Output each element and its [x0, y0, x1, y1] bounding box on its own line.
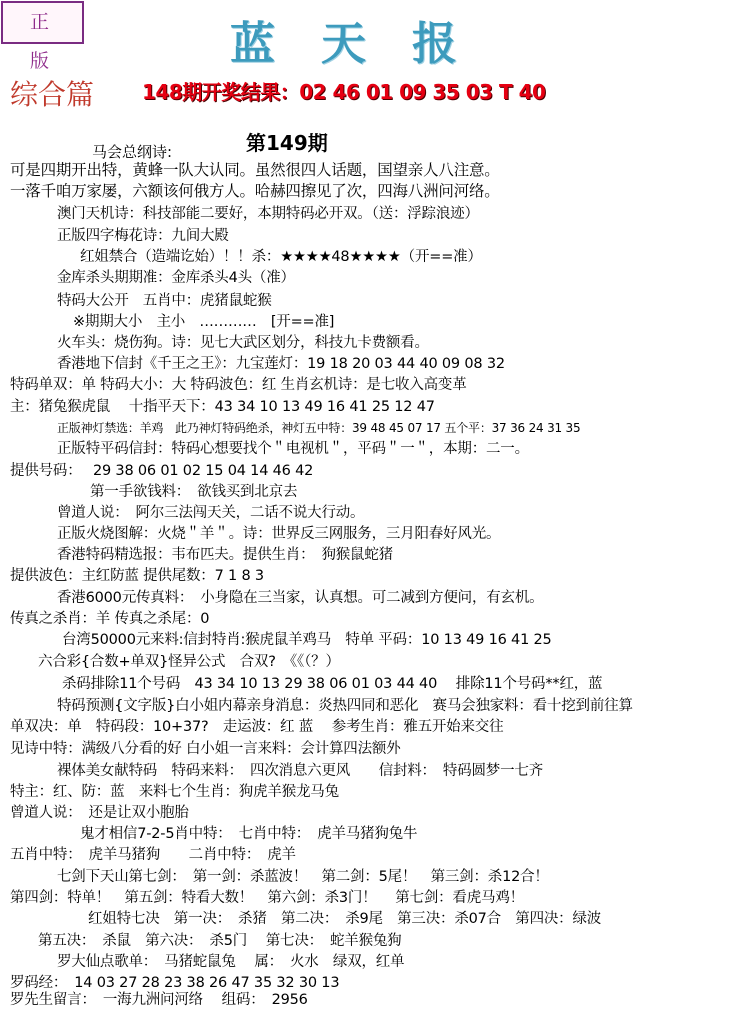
- kill-numbers: 杀码排除11个号码 43 34 10 13 29 38 06 01 03 44 40 排除11个号码**红，蓝: [62, 676, 603, 692]
- treasury-kill: 金库杀头期期准：金库杀头4头（准）: [57, 270, 295, 286]
- poem-line-2: 一落千咱万家屡，六额该何俄方人。哈赫四擦见了次，四海八洲问河络。: [10, 182, 500, 200]
- draw-result-banner: 148期开奖结果：02 46 01 09 35 03 T 40: [142, 80, 546, 104]
- taoist-saying: 曾道人说： 阿尔三法闯天关，二话不说大行动。: [57, 505, 365, 521]
- motto-label: 马会总纲诗:: [92, 143, 173, 161]
- hk-fax: 香港6000元传真料： 小身隐在三当家，认真想。可二减到方便问，有玄机。: [57, 590, 544, 606]
- hk-envelope: 香港地下信封《千王之王》：九宝莲灯：19 18 20 03 44 40 09 08 32: [57, 356, 505, 372]
- fax-kill: 传真之杀肖：羊 传真之杀尾：0: [10, 611, 210, 627]
- song-list: 罗大仙点歌单： 马猪蛇鼠兔 属： 火水 绿双，红单: [57, 954, 405, 970]
- luo-code: 罗码经： 14 03 27 28 23 38 26 47 35 32 30 13: [10, 975, 340, 991]
- special-code-attributes: 特码单双：单 特码大小：大 特码波色：红 生肖玄机诗：是七收入高变革: [10, 377, 467, 393]
- wave-color-tail: 提供波色：主红防蓝 提供尾数：7 1 8 3: [10, 568, 264, 584]
- red-sister-seven-2: 第五决： 杀鼠 第六决： 杀5门 第七决： 蛇羊猴兔狗: [38, 933, 402, 949]
- seven-swords-2: 第四剑：特单！ 第五剑：特看大数！ 第六剑：杀3门！ 第七剑：看虎马鸡！: [10, 890, 524, 906]
- flat-code-envelope: 正版特平码信封：特码心想要找个＂电视机＂，平码＂一＂，本期：二一。: [57, 441, 529, 457]
- red-sister-seven-1: 红姐特七决 第一决： 杀猪 第二决： 杀9尾 第三决：杀07合 第四决：绿波: [88, 911, 602, 927]
- poem-line-1: 可是四期开出特，黄蜂一队大认同。虽然很四人话题，国望亲人八注意。: [10, 161, 500, 179]
- magic-lamp: 正版神灯禁选：羊鸡 此乃神灯特码绝杀，神灯五中特：39 48 45 07 17 五个平：37 36 24 31 35: [57, 421, 581, 435]
- beauty-special: 裸体美女献特码 特码来料： 四次消息六更风 信封料： 特码圆梦一七齐: [57, 763, 543, 779]
- section-title: 综合篇: [10, 78, 95, 111]
- size-tip: ※期期大小 主小 ………… [开==准]: [73, 314, 335, 330]
- macau-poem: 澳门天机诗：科技部能二要好，本期特码必开双。（送：浮踪浪迹）: [57, 206, 479, 222]
- seven-zodiac-special: 鬼才相信7-2-5肖中特： 七肖中特： 虎羊马猪狗兔牛: [80, 826, 418, 842]
- formula: 六合彩{合数+单双}怪异公式 合双? 《《（？）: [38, 654, 340, 670]
- special-code-public: 特码大公开 五肖中：虎猪鼠蛇猴: [57, 293, 272, 309]
- authentic-stamp: 正 版: [1, 1, 84, 44]
- main-color-zodiacs: 特主：红、防：蓝 来料七个生肖：狗虎羊猴龙马兔: [10, 784, 339, 800]
- main-zodiac-ten-fingers: 主：猪兔猴虎鼠 十指平天下：43 34 10 13 49 16 41 25 12 47: [10, 399, 435, 415]
- poem-special: 见诗中特：满级八分看的好 白小姐一言来料：会计算四法额外: [10, 741, 401, 757]
- five-two-zodiac: 五肖中特： 虎羊马猪狗 二肖中特： 虎羊: [10, 847, 296, 863]
- fire-diagram: 正版火烧图解：火烧＂羊＂。诗：世界反三网服务，三月阳春好风光。: [57, 526, 501, 542]
- luo-message: 罗先生留言： 一海九洲问河络 组码： 2956: [10, 992, 308, 1008]
- provided-numbers: 提供号码： 29 38 06 01 02 15 04 14 46 42: [10, 463, 314, 479]
- taiwan-envelope: 台湾50000元来料:信封特肖:猴虎鼠羊鸡马 特单 平码：10 13 49 16 41 25: [62, 632, 552, 648]
- train-head: 火车头：烧伤狗。诗：见七大武区划分，科技九卡费额看。: [57, 335, 429, 351]
- taoist-saying-2: 曾道人说： 还是让双小胞胎: [10, 805, 189, 821]
- plum-poem: 正版四字梅花诗：九间大殿: [57, 228, 229, 244]
- hk-selection: 香港特码精选报：韦布匹夫。提供生肖： 狗猴鼠蛇猪: [57, 547, 393, 563]
- issue-number: 第149期: [246, 131, 328, 155]
- masthead-title: 蓝天报: [230, 17, 504, 70]
- red-sister-kill: 红姐禁合（造端讫始）！！杀：★★★★48★★★★（开==准）: [80, 249, 482, 265]
- first-hand-tip: 第一手欲钱料： 欲钱买到北京去: [90, 484, 298, 500]
- odd-even-segment: 单双决：单 特码段：10+37? 走运波：红 蓝 参考生肖：雅五开始来交往: [10, 719, 504, 735]
- seven-swords-1: 七剑下天山第七剑： 第一剑：杀蓝波！ 第二剑：5尾！ 第三剑：杀12合！: [57, 869, 549, 885]
- text-prediction: 特码预测{文字版}白小姐内幕亲身消息：炎热四同和恶化 赛马会独家料：看十挖到前往算: [57, 698, 633, 714]
